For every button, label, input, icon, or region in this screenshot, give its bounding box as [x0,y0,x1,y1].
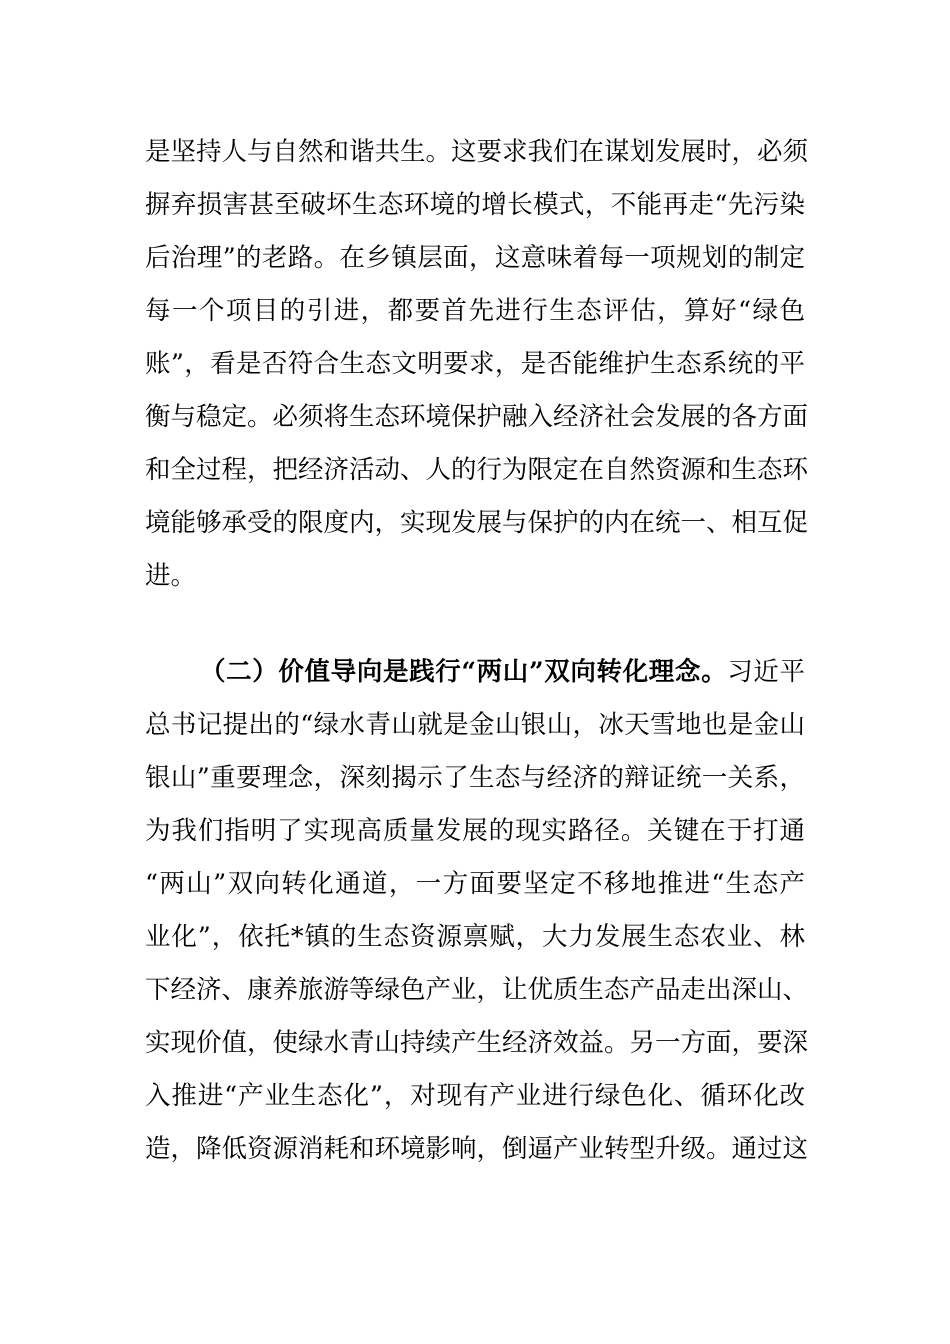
paragraph-1-line-3: 后治理”的老路。在乡镇层面，这意味着每一项规划的制定 [145,243,805,273]
paragraph-2-line-4: 为我们指明了实现高质量发展的现实路径。关键在于打通 [145,816,805,846]
paragraph-2-line-8: 实现价值，使绿水青山持续产生经济效益。另一方面，要深 [145,1028,809,1058]
paragraph-2-line-1 [200,655,805,689]
paragraph-1-line-2: 摒弃损害甚至破坏生态环境的增长模式，不能再走“先污染 [145,190,805,220]
paragraph-1-line-8: 境能够承受的限度内，实现发展与保护的内在统一、相互促 [145,508,809,538]
paragraph-2-line-2: 总书记提出的“绿水青山就是金山银山，冰天雪地也是金山 [145,710,805,740]
paragraph-2-line-5: “两山”双向转化通道，一方面要坚定不移地推进“生态产 [145,869,805,899]
paragraph-1-line-5: 账”，看是否符合生态文明要求，是否能维护生态系统的平 [145,349,805,379]
paragraph-2-line-10: 造，降低资源消耗和环境影响，倒逼产业转型升级。通过这 [145,1134,809,1164]
paragraph-2-line-3: 银山”重要理念，深刻揭示了生态与经济的辩证统一关系， [145,763,805,793]
paragraph-2-line-6: 业化”，依托*镇的生态资源禀赋，大力发展生态农业、林 [145,922,805,952]
paragraph-1-line-1: 是坚持人与自然和谐共生。这要求我们在谋划发展时，必须 [145,137,809,167]
paragraph-1-line-6: 衡与稳定。必须将生态环境保护融入经济社会发展的各方面 [145,402,809,432]
paragraph-1-line-7: 和全过程，把经济活动、人的行为限定在自然资源和生态环 [145,455,809,485]
section-heading: （二）价值导向是践行“两山”双向转化理念。 [200,657,728,687]
paragraph-2-line-7: 下经济、康养旅游等绿色产业，让优质生态产品走出深山、 [145,975,809,1005]
paragraph-1-line-4: 每一个项目的引进，都要首先进行生态评估，算好“绿色 [145,296,805,326]
paragraph-1-line-9: 进。 [145,561,197,591]
paragraph-2-line-9: 入推进“产业生态化”，对现有产业进行绿色化、循环化改 [145,1081,805,1111]
paragraph-2-line-1-rest: 习近平 [727,657,805,687]
